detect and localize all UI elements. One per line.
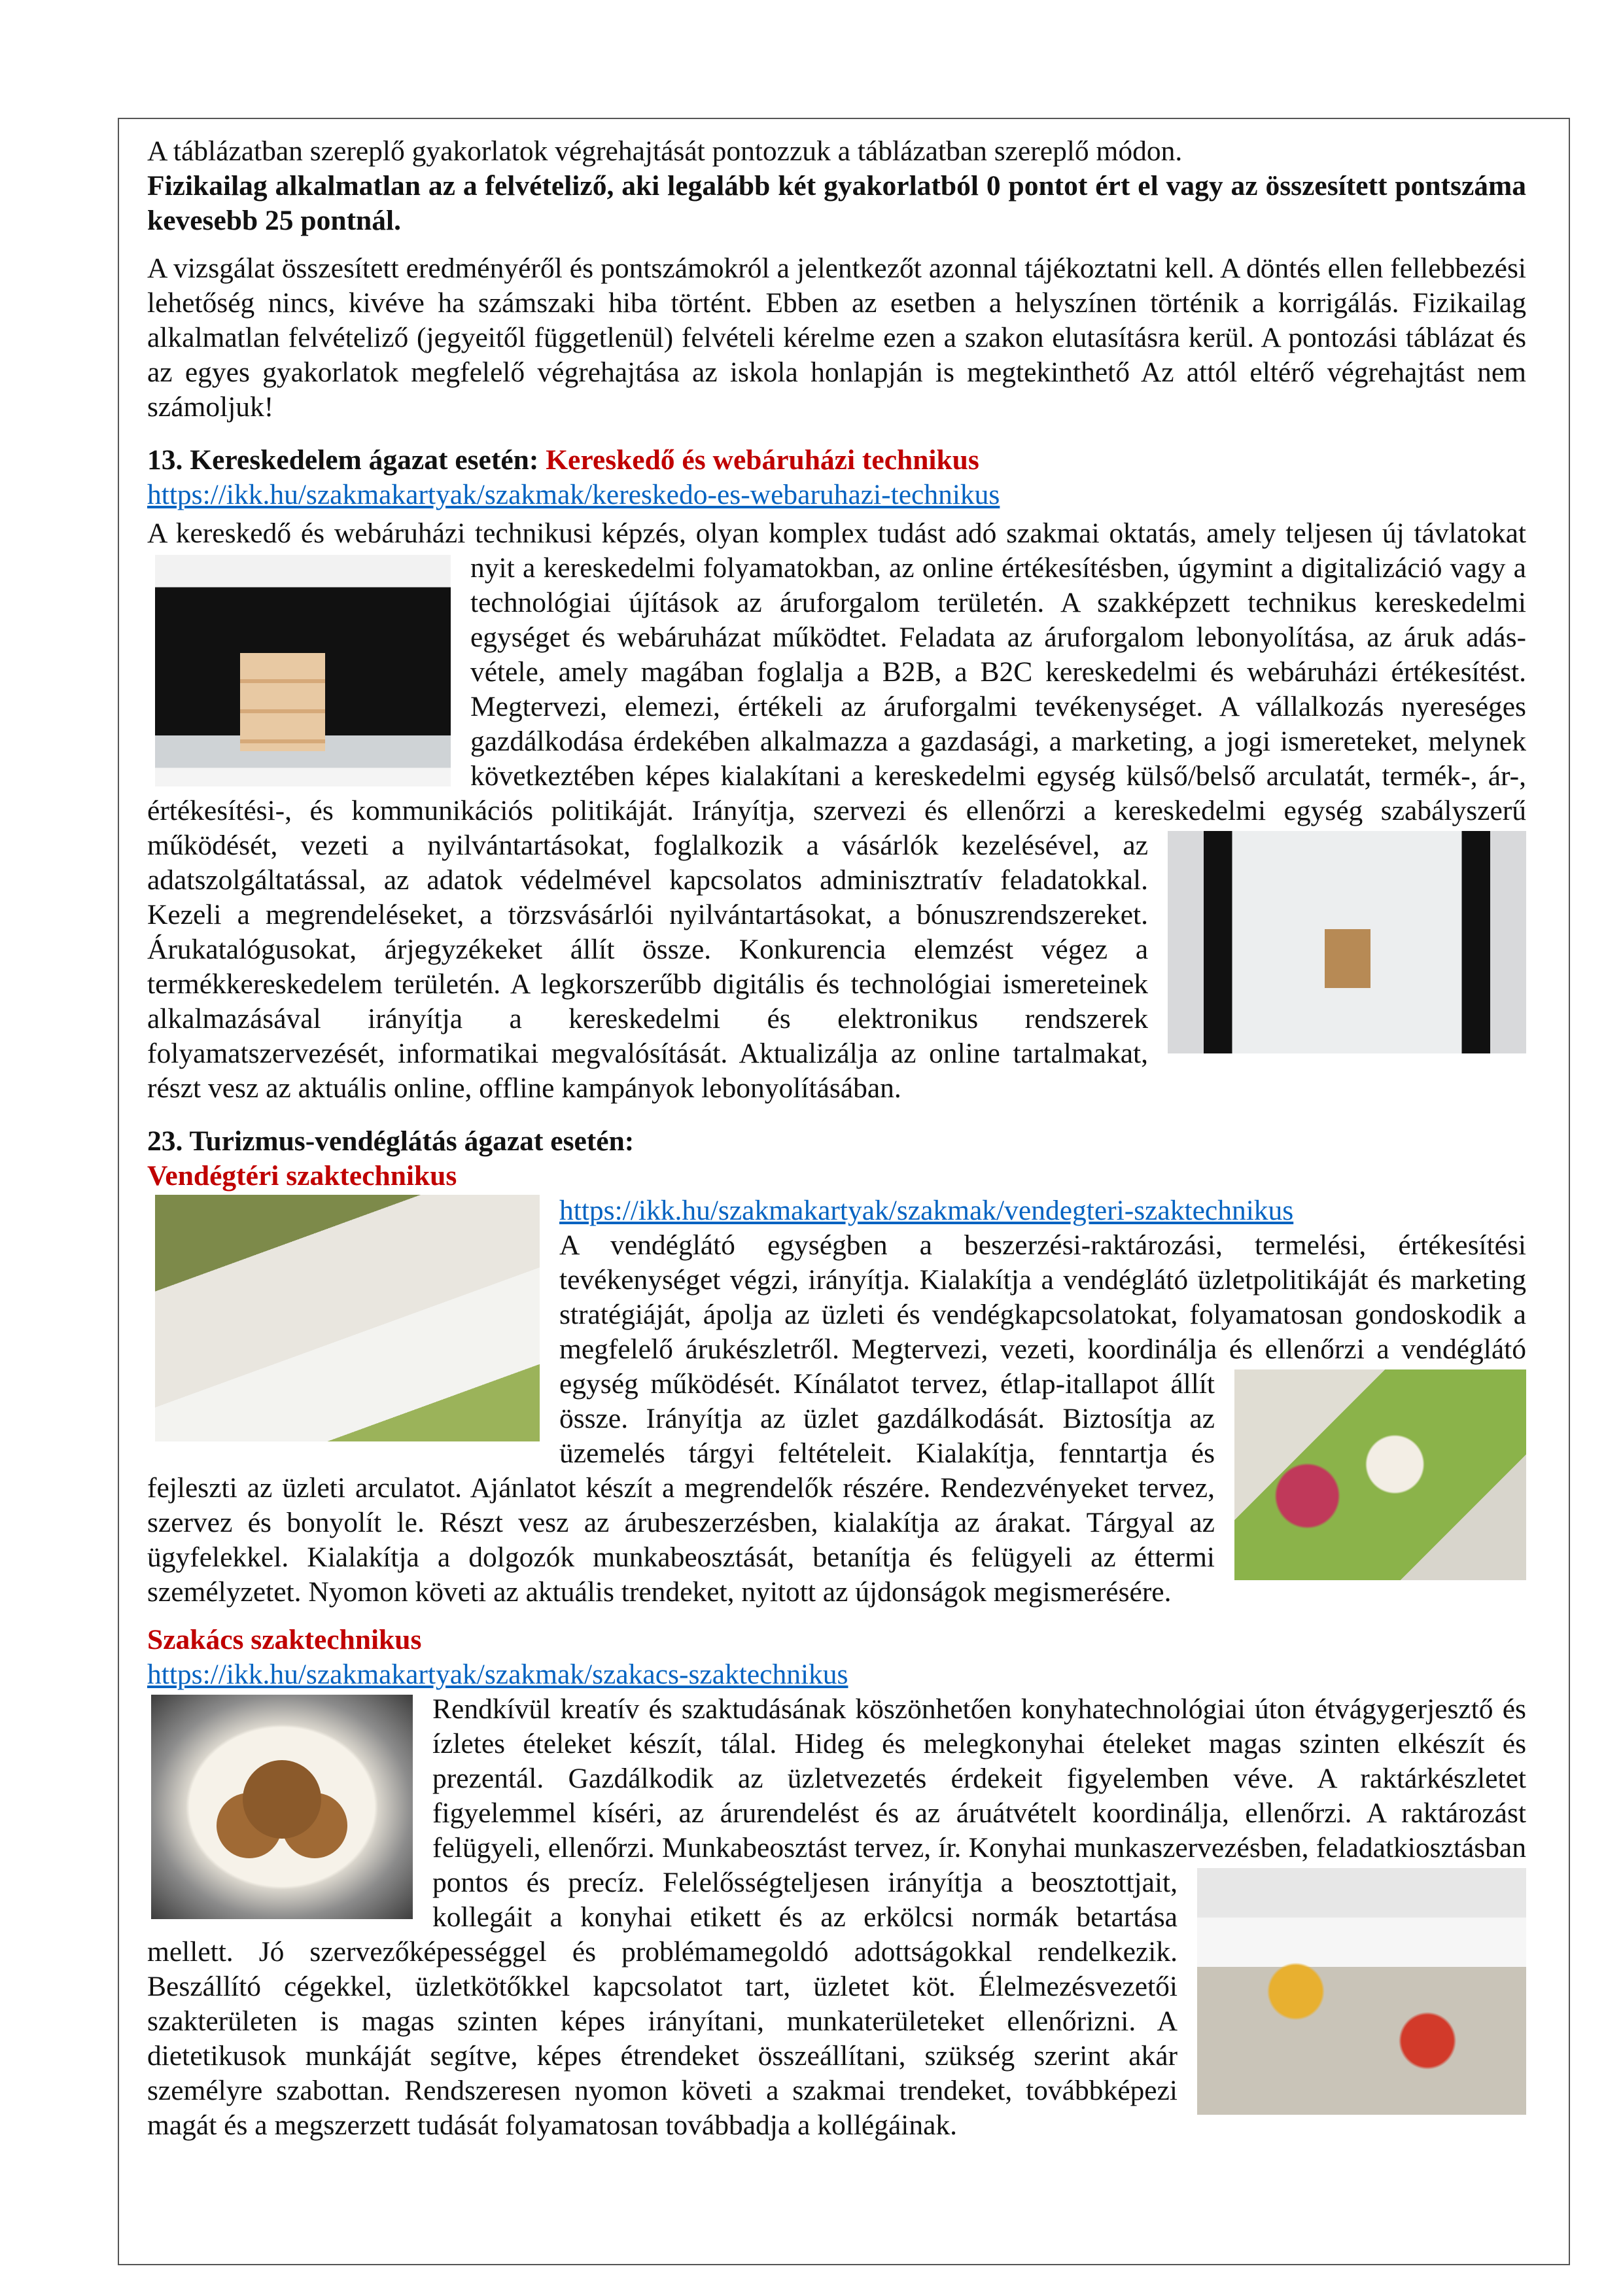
szakacs-title: Szakács szaktechnikus <box>147 1624 422 1655</box>
vendegteri-title: Vendégtéri szaktechnikus <box>147 1160 457 1192</box>
dessert-plate-image <box>151 1695 413 1919</box>
laptop-shopping-image <box>155 555 451 786</box>
section-13-text-b: távlatokat nyit a kereskedelmi folyamatokban, az online értékesítésben, úgymint a digitalizáció vagy a technológiai újítások az áruforgalom területén. A szakképzett technikus kereskedelmi egységet és webáruházat működtet. Feladata az áruforgalom lebonyolítása, az áruk adás-vétele, amely magában foglalja a B2B, a B2C kereskedelmi és webáruházi értékesítést. Megtervezi, elemezi, értékeli az áruforgalmi tevékenységet. A vállalkozás nyereséges gazdálkodása érdekében alkalmazza a gazdasági, a marketing, a jogi ismereteket, melynek következtében képes kialakítani a kereskedelmi egység külső/belső arculatát, termék-, ár-, értékesítési-, és kommunikációs politikáját. Irányítja, szervezi és ellenőrzi a kereskedelmi egység szabályszerű működését, vezeti a nyilvántartásokat, foglalkozik a vásárlók kezelésével, az <box>147 518 1526 861</box>
spacer <box>147 1610 1526 1623</box>
szakacs-text-a: Rendkívül kreatív és szaktudásának köszönhetően konyhatechnológiai úton étvágygerjesztő és ízletes ételeket készít, tálal. Hideg és melegkonyhai ételeket magas szinten elkészít és prezentál. Gazdálkodik az üzletvezetés érdekeit figyelemben véve. A raktárkészletet figyelemmel kíséri, az árurendelést és az áruátvételt koordinálja, ellenőrzi. A raktározást felügyeli, ellenőrzi. Munkabeosztást tervez, ír. Konyhai munkaszervezésben, feladatkiosztásban pontos és precíz. Felelősségteljesen <box>432 1693 1526 1898</box>
section-23-heading: 23. Turizmus-vendéglátás ágazat esetén: <box>147 1125 635 1157</box>
banquet-table-image <box>155 1195 540 1441</box>
szakacs-link[interactable]: https://ikk.hu/szakmakartyak/szakmak/szakacs-szaktechnikus <box>147 1659 848 1690</box>
section-13-paragraph <box>147 516 1526 1106</box>
chef-plating-image <box>1197 1868 1526 2115</box>
document-body <box>147 134 1526 2143</box>
section-13-heading <box>147 443 1526 478</box>
section-13-title: Kereskedő és webáruházi technikus <box>546 444 979 476</box>
section-13-text-c: adatszolgáltatással, az adatok védelmével kapcsolatos adminisztratív feladatokkal. Kezeli a megrendeléseket, a törzsvásárlói nyilvántartásokat, a bónuszrendszereket. Árukatalógusokat, árjegyzékeket állít össze. Konkurencia elemzést végez a termékkereskedelem területén. A legkorszerűbb digitális és technológiai ismereteinek alkalmazásával irányítja a kereskedelmi és elektronikus rendszerek folyamatszervezését, informatikai megvalósítását. Aktualizálja az online tartalmakat, részt vesz az aktuális online, offline kampányok lebonyolításában. <box>147 864 1148 1104</box>
vendegteri-text-b: össze. Irányítja az üzlet gazdálkodását. Biztosítja az üzemelés tárgyi feltételeit. Kialakítja, fenntartja és fejleszti az üzleti arculatot. Ajánlatot készít a megrendelők részére. Rendezvényeket tervez, szervez és bonyolít le. Részt vesz az árubeszerzésben, kialakítja az árakat. Tárgyal az ügyfelekkel. Kialakítja a dolgozók munkabeosztását, betanítja és felügyeli az éttermi személyzetet. Nyomon követi az aktuális trendeket, nyitott az újdonságok megismerésére. <box>147 1403 1215 1608</box>
intro-line: A táblázatban szereplő gyakorlatok végrehajtását pontozzuk a táblázatban szereplő módon. <box>147 135 1183 167</box>
szakacs-paragraph <box>147 1692 1526 2143</box>
section-13-link[interactable]: https://ikk.hu/szakmakartyak/szakmak/kereskedo-es-webaruhazi-technikus <box>147 479 1000 510</box>
spacer <box>147 238 1526 251</box>
vendegteri-text-a: A vendéglátó egységben a beszerzési-raktározási, termelési, értékesítési tevékenységet végzi, irányítja. Kialakítja a vendéglátó üzletpolitikáját és marketing stratégiáját, ápolja az üzleti és vendégkapcsolatokat, folyamatosan gondoskodik a megfelelő árukészletről. Megtervezi, vezeti, koordinálja és ellenőrzi a vendéglátó egység működését. Kínálatot tervez, étlap-itallapot állít <box>559 1229 1526 1400</box>
section-13-text-a: A kereskedő és webáruházi technikusi képzés, olyan komplex tudást adó szakmai oktatás, amely teljesen új <box>147 518 1414 549</box>
spacer <box>147 425 1526 443</box>
szakacs-text-b: irányítja a beosztottjait, kollegáit a konyhai etikett és az erkölcsi normák betartása mellett. Jó szervezőképességgel és problémamegoldó adottságokkal rendelkezik. Beszállító cégekkel, üzletkötőkkel kapcsolatot tart, üzletet köt. Élelmezésvezetői szakterületen is magas szinten képes irányítani, munkaterületeket ellenőrizni. A dietetikusok munkáját segítve, képes étrendeket összeállítani, szükség szerint akár személyre szabottan. Rendszeresen nyomon követi a szakmai trendeket, továbbképezi magát és a megszerzett tudását folyamatosan továbbadja a kollégáinak. <box>147 1867 1178 2141</box>
online-payment-image <box>1168 831 1526 1053</box>
section-13-prefix: 13. Kereskedelem ágazat esetén: <box>147 444 546 476</box>
intro-bold-rule: Fizikailag alkalmatlan az a felvételiző, aki legalább két gyakorlatból 0 pontot ért el vagy az összesített pontszáma kevesebb 25 pontnál. <box>147 170 1526 236</box>
vendegteri-link[interactable]: https://ikk.hu/szakmakartyak/szakmak/vendegteri-szaktechnikus <box>559 1195 1294 1226</box>
plated-dishes-image <box>1234 1369 1526 1580</box>
spacer <box>147 1106 1526 1124</box>
intro-paragraph: A vizsgálat összesített eredményéről és pontszámokról a jelentkezőt azonnal tájékoztatni kell. A döntés ellen fellebbezési lehetőség nincs, kivéve ha számszaki hiba történt. Ebben az esetben a helyszínen történik a korrigálás. Fizikailag alkalmatlan felvételiző (jegyeitől függetlenül) felvételi kérelme ezen a szakon elutasításra kerül. A pontozási táblázat és az egyes gyakorlatok megfelelő végrehajtása az iskola honlapján is megtekinthető Az attól eltérő végrehajtást nem számoljuk! <box>147 253 1526 423</box>
